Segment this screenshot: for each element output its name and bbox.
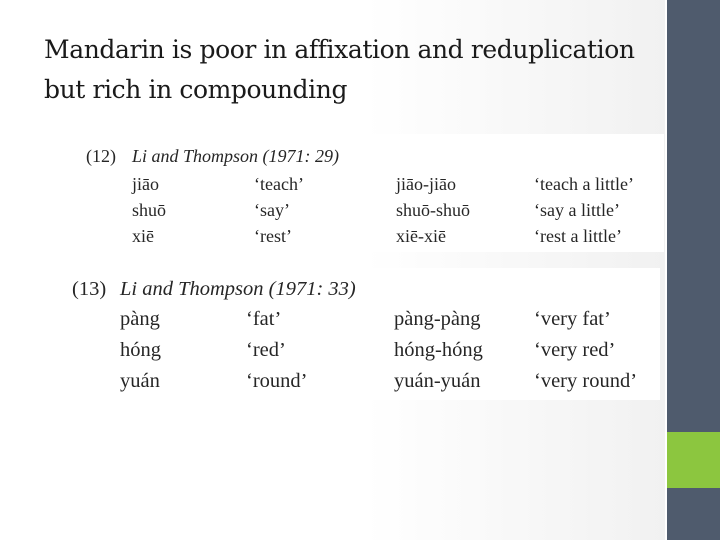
base-form: shuō — [132, 200, 167, 220]
base-form: hóng — [120, 339, 161, 361]
gloss: ‘fat’ — [246, 308, 282, 330]
example-12 — [76, 134, 664, 252]
gloss: ‘rest’ — [254, 226, 292, 246]
reduplicated-form: jiāo-jiāo — [396, 174, 456, 194]
gloss: ‘say’ — [254, 200, 290, 220]
base-form: jiāo — [132, 174, 159, 194]
base-form: pàng — [120, 308, 160, 330]
reduplicated-form: pàng-pàng — [394, 308, 481, 330]
gloss: ‘round’ — [246, 370, 308, 392]
example-number: (13) — [72, 278, 107, 300]
reduplicated-form: yuán-yuán — [394, 370, 481, 392]
gloss: ‘teach’ — [254, 174, 304, 194]
reduplicated-gloss: ‘say a little’ — [534, 200, 620, 220]
example-number: (12) — [86, 146, 116, 166]
reduplicated-gloss: ‘teach a little’ — [534, 174, 634, 194]
slide-title: Mandarin is poor in affixation and reduplication but rich in compounding — [44, 35, 635, 104]
example-source: Li and Thompson (1971: 29) — [132, 146, 340, 166]
sidebar-accent — [667, 432, 720, 488]
reduplicated-gloss: ‘very red’ — [534, 339, 616, 361]
reduplicated-form: shuō-shuō — [396, 200, 471, 220]
gloss: ‘red’ — [246, 339, 286, 361]
reduplicated-gloss: ‘very fat’ — [534, 308, 611, 330]
reduplicated-gloss: ‘rest a little’ — [534, 226, 622, 246]
reduplicated-gloss: ‘very round’ — [534, 370, 638, 392]
example-13 — [62, 268, 660, 400]
base-form: yuán — [120, 370, 160, 392]
reduplicated-form: hóng-hóng — [394, 339, 483, 361]
reduplicated-form: xiē-xiē — [396, 226, 446, 246]
example-source: Li and Thompson (1971: 33) — [120, 278, 356, 300]
base-form: xiē — [132, 226, 154, 246]
